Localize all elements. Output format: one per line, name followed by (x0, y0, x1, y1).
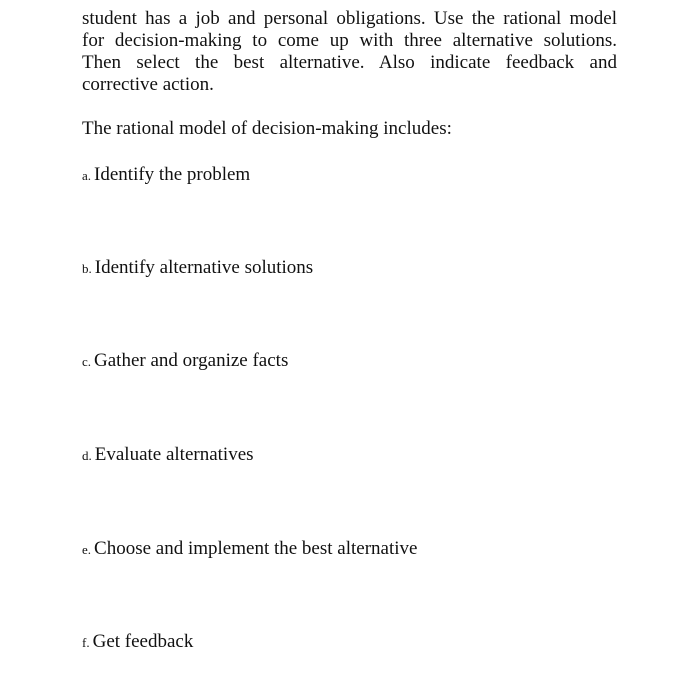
step-label: Identify alternative solutions (94, 257, 314, 278)
step-item-choose-implement (82, 538, 417, 561)
step-marker: d. (82, 448, 92, 463)
step-item-get-feedback (82, 631, 193, 654)
section-heading: The rational model of decision-making includes: (82, 118, 452, 139)
step-item-gather-facts (82, 350, 288, 373)
step-label: Identify the problem (94, 164, 251, 185)
step-label: Get feedback (92, 631, 194, 652)
intro-line: corrective action. (82, 74, 214, 95)
intro-line: Then select the best alternative. Also indicate feedback and (82, 52, 617, 73)
step-marker: e. (82, 542, 92, 557)
step-item-identify-problem (82, 164, 250, 187)
step-label: Choose and implement the best alternative (94, 538, 418, 559)
step-marker: c. (82, 354, 92, 369)
step-item-evaluate-alternatives (82, 444, 254, 467)
step-label: Evaluate alternatives (94, 444, 254, 465)
step-marker: a. (82, 168, 92, 183)
step-label: Gather and organize facts (94, 350, 289, 371)
step-marker: f. (82, 635, 90, 650)
step-item-identify-alternatives (82, 257, 313, 280)
intro-line: for decision-making to come up with three alternative solutions. (82, 30, 617, 51)
intro-paragraph (82, 8, 617, 96)
step-marker: b. (82, 261, 92, 276)
intro-line: student has a job and personal obligations. Use the rational model (82, 8, 617, 29)
